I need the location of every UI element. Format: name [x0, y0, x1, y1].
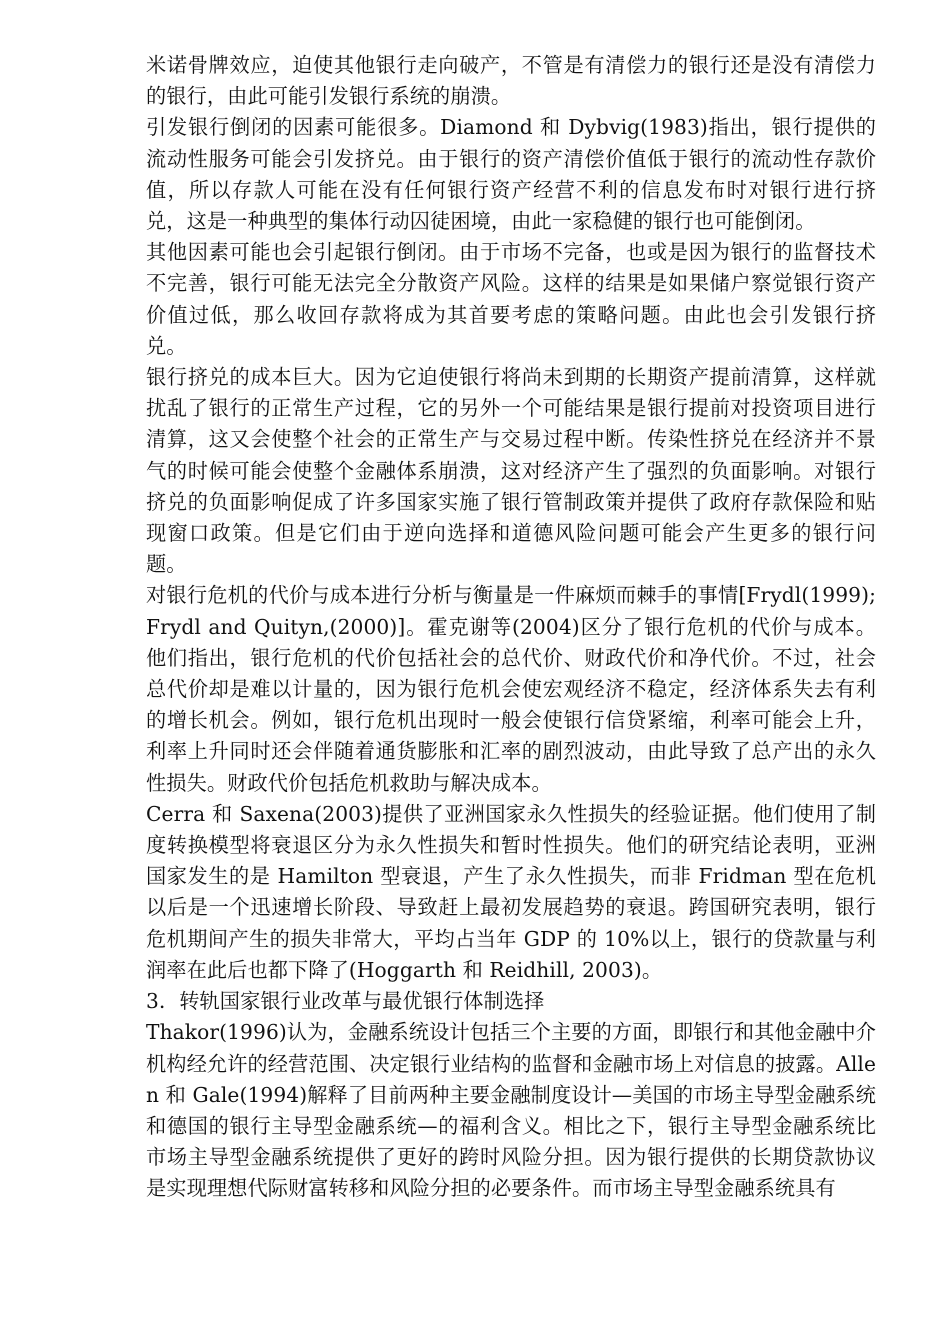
paragraph-bank-failure-causes: 引发银行倒闭的因素可能很多。Diamond 和 Dybvig(1983)指出，银行提供的流动性服务可能会引发挤兑。由于银行的资产清偿价值低于银行的流动性存款价值，所以存款人可能在没有任何银行资产经营不利的信息发布时对银行进行挤兑，这是一种典型的集体行动囚徒困境，由此一家稳健的银行也可能倒闭。 [146, 115, 876, 234]
paragraph-empirical-evidence: Cerra 和 Saxena(2003)提供了亚洲国家永久性损失的经验证据。他们使用了制度转换模型将衰退区分为永久性损失和暂时性损失。他们的研究结论表明，亚洲国家发生的是 Hamilton 型衰退，产生了永久性损失，而非 Fridman 型在危机以后是一个迅速增长阶段、导致赶上最初发展趋势的衰退。跨国研究表明，银行危机期间产生的损失非常大，平均占当年 GDP 的 10%以上，银行的贷款量与利润率在此后也都下降了(Hoggarth 和 Reidhill, 2003)。 [146, 801, 876, 982]
paragraph-crisis-costs: 对银行危机的代价与成本进行分析与衡量是一件麻烦而棘手的事情[Frydl(1999);Frydl and Quityn,(2000)]。霍克谢等(2004)区分了银行危机的代价与成本。他们指出，银行危机的代价包括社会的总代价、财政代价和净代价。不过，社会总代价却是难以计量的，因为银行危机会使宏观经济不稳定，经济体系失去有利的增长机会。例如，银行危机出现时一般会使银行信贷紧缩，利率可能会上升，利率上升同时还会伴随着通货膨胀和汇率的剧烈波动，由此导致了总产出的永久性损失。财政代价包括危机救助与解决成本。 [146, 583, 876, 795]
section-heading: 3．转轨国家银行业改革与最优银行体制选择 [146, 989, 545, 1014]
document-page [146, 50, 876, 1205]
paragraph-run-costs: 银行挤兑的成本巨大。因为它迫使银行将尚未到期的长期资产提前清算，这样就扰乱了银行的正常生产过程，它的另外一个可能结果是银行提前对投资项目进行清算，这又会使整个社会的正常生产与交易过程中断。传染性挤兑在经济并不景气的时候可能会使整个金融体系崩溃，这对经济产生了强烈的负面影响。对银行挤兑的负面影响促成了许多国家实施了银行管制政策并提供了政府存款保险和贴现窗口政策。但是它们由于逆向选择和道德风险问题可能会产生更多的银行问题。 [146, 365, 876, 577]
paragraph-financial-system-design: Thakor(1996)认为，金融系统设计包括三个主要的方面，即银行和其他金融中介机构经允许的经营范围、决定银行业结构的监督和金融市场上对信息的披露。Allen 和 Gale(1994)解释了目前两种主要金融制度设计—美国的市场主导型金融系统和德国的银行主导型金融系统—的福利含义。相比之下，银行主导型金融系统比市场主导型金融系统提供了更好的跨时风险分担。因为银行提供的长期贷款协议是实现理想代际财富转移和风险分担的必要条件。而市场主导型金融系统具有 [146, 1020, 876, 1201]
paragraph-domino-effect: 米诺骨牌效应，迫使其他银行走向破产，不管是有清偿力的银行还是没有清偿力的银行，由此可能引发银行系统的崩溃。 [146, 53, 876, 109]
paragraph-other-factors: 其他因素可能也会引起银行倒闭。由于市场不完备，也或是因为银行的监督技术不完善，银行可能无法完全分散资产风险。这样的结果是如果储户察觉银行资产价值过低，那么收回存款将成为其首要考虑的策略问题。由此也会引发银行挤兑。 [146, 240, 876, 358]
